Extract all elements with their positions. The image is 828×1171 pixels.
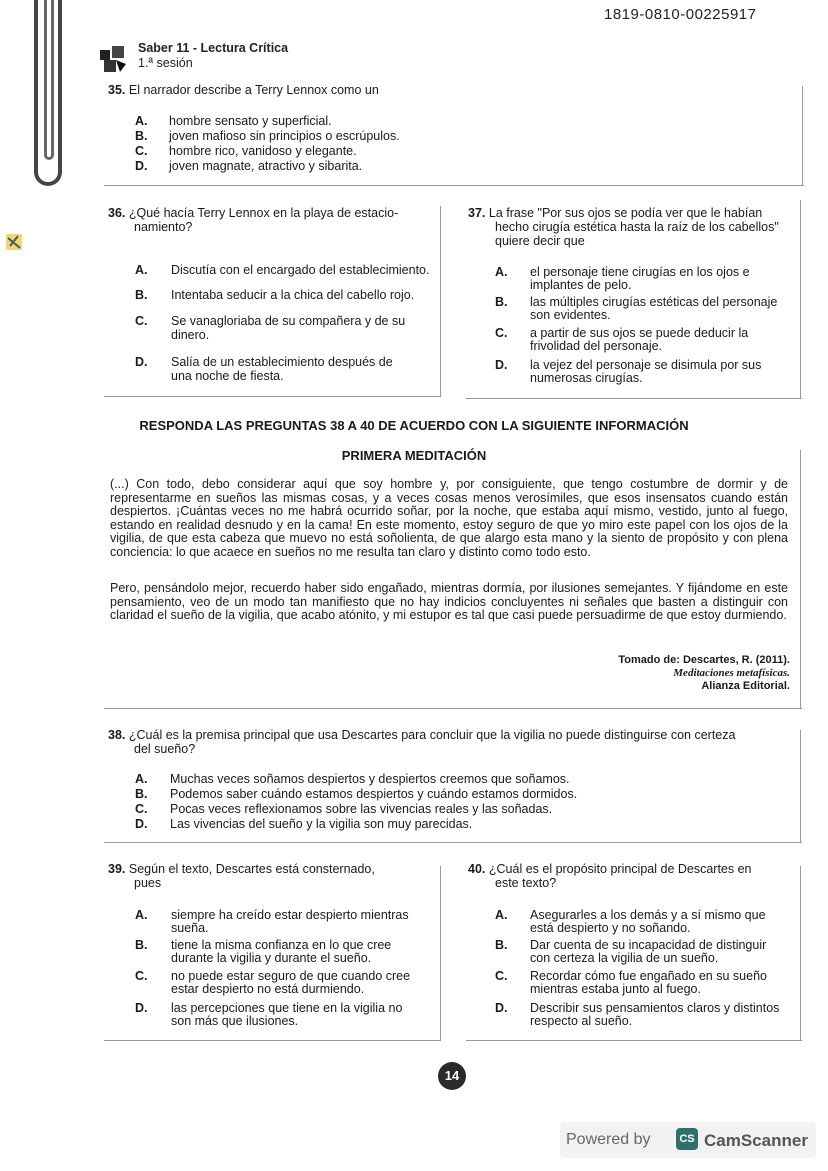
q37-option-a[interactable]: A. el personaje tiene cirugías en los ojos e implantes de pelo. (495, 265, 750, 292)
q39-bottom-rule (104, 1040, 440, 1041)
question-36: 36. ¿Qué hacía Terry Lennox en la playa de estacio- namiento? (108, 206, 399, 234)
question-40: 40. ¿Cuál es el propósito principal de Descartes en este texto? (468, 862, 752, 890)
q37-option-c[interactable]: C. a partir de sus ojos se puede deducir la frivolidad del personaje. (495, 326, 749, 353)
reading-paragraph-2: Pero, pensándolo mejor, recuerdo haber sido engañado, mientras dormía, por ilusiones semejantes. Y fijándome en este pensamiento, veo de un modo tan manifiesto que no hay indicios concluyentes ni señales que basten a distinguir con claridad el sueño de la vigilia, que acabo atónito, y mi estupor es tal que casi puede persuadirme de que estoy durmiendo. (110, 581, 788, 623)
question-37: 37. La frase "Por sus ojos se podía ver que le habían hecho cirugía estética hasta la raíz de los cabellos" quiere decir que (468, 206, 779, 248)
q36-option-d[interactable]: D. Salía de un establecimiento después de una noche de fiesta. (135, 355, 393, 383)
q36-option-c[interactable]: C. Se vanagloriaba de su compañera y de su dinero. (135, 314, 406, 342)
q35-option-a[interactable]: A. hombre sensato y superficial. (135, 114, 332, 128)
q38-option-a[interactable]: A. Muchas veces soñamos despiertos y despiertos creemos que soñamos. (135, 772, 570, 786)
q40-option-b[interactable]: B. Dar cuenta de su incapacidad de distinguir con certeza la vigilia de un sueño. (495, 938, 767, 965)
exam-session: 1.ª sesión (138, 56, 193, 70)
watermark-powered-by: Powered by (566, 1131, 651, 1148)
page-number: 14 (438, 1062, 466, 1090)
camscanner-logo-icon: CS (676, 1128, 698, 1150)
q40-right-rule (800, 866, 801, 1041)
question-39: 39. Según el texto, Descartes está consternado, pues (108, 862, 375, 890)
q39-option-a[interactable]: A. siempre ha creído estar despierto mientras sueña. (135, 908, 409, 935)
q39-option-c[interactable]: C. no puede estar seguro de que cuando cree estar despierto no está durmiendo. (135, 969, 411, 996)
q40-option-c[interactable]: C. Recordar cómo fue engañado en su sueño mientras estaba junto al fuego. (495, 969, 767, 996)
reading-paragraph-1: (...) Con todo, debo considerar aquí que soy hombre y, por consiguiente, que tengo costumbre de dormir y de representarme en sueños las mismas cosas, y a veces cosas menos verosímiles, que esos insensatos cuando están despiertos. ¡Cuántas veces no me habrá ocurrido soñar, por la noche, que estaba aquí mismo, vestido, junto al fuego, estando en realidad desnudo y en la cama! En este momento, estoy seguro de que yo miro este papel con los ojos de la vigilia, de que esta cabeza que muevo no está soñolienta, de que alargo esta mano y la siento de propósito y con plena conciencia: lo que acaece en sueños no me resulta tan claro y distinto como todo esto. (110, 477, 788, 559)
q36-option-b[interactable]: B. Intentaba seducir a la chica del cabello rojo. (135, 288, 415, 302)
q35-option-b[interactable]: B. joven mafioso sin principios o escrúpulos. (135, 129, 400, 143)
q35-right-rule (802, 86, 803, 186)
document-id: 1819-0810-00225917 (604, 6, 757, 23)
q38-option-c[interactable]: C. Pocas veces reflexionamos sobre las vivencias reales y las soñadas. (135, 802, 553, 816)
q40-option-a[interactable]: A. Asegurarles a los demás y a sí mismo que está despierto y no soñando. (495, 908, 766, 935)
question-35: 35. El narrador describe a Terry Lennox como un (108, 83, 379, 97)
q39-option-d[interactable]: D. las percepciones que tiene en la vigilia no son más que ilusiones. (135, 1001, 403, 1028)
q38-option-b[interactable]: B. Podemos saber cuándo estamos despiertos y cuándo estamos dormidos. (135, 787, 578, 801)
icfes-logo-icon (98, 44, 128, 74)
margin-stamp-icon (4, 230, 26, 254)
q37-right-rule (800, 200, 801, 398)
q35-bottom-rule (104, 185, 804, 186)
q37-bottom-rule (466, 398, 802, 399)
text-title: PRIMERA MEDITACIÓN (341, 448, 487, 463)
question-38: 38. ¿Cuál es la premisa principal que usa Descartes para concluir que la vigilia no puede distinguirse con certeza del sueño? (108, 728, 736, 756)
source-citation: Tomado de: Descartes, R. (2011). Meditaciones metafísicas. Alianza Editorial. (618, 654, 790, 692)
text-right-rule (800, 450, 801, 708)
q35-option-d[interactable]: D. joven magnate, atractivo y sibarita. (135, 159, 363, 173)
watermark-brand: CamScanner (704, 1131, 808, 1150)
paper-clip-inner (44, 0, 54, 160)
text-bottom-rule (104, 708, 802, 709)
q39-option-b[interactable]: B. tiene la misma confianza en lo que cree durante la vigilia y durante el sueño. (135, 938, 392, 965)
q37-option-b[interactable]: B. las múltiples cirugías estéticas del personaje son evidentes. (495, 295, 778, 322)
q37-option-d[interactable]: D. la vejez del personaje se disimula por sus numerosas cirugías. (495, 358, 762, 385)
q40-bottom-rule (466, 1040, 802, 1041)
q38-option-d[interactable]: D. Las vivencias del sueño y la vigilia son muy parecidas. (135, 817, 473, 831)
section-heading: RESPONDA LAS PREGUNTAS 38 A 40 DE ACUERDO CON LA SIGUIENTE INFORMACIÓN (139, 418, 689, 433)
q39-right-rule (440, 866, 441, 1041)
q36-right-rule (440, 206, 441, 397)
q35-option-c[interactable]: C. hombre rico, vanidoso y elegante. (135, 144, 357, 158)
q36-option-a[interactable]: A. Discutía con el encargado del establecimiento. (135, 263, 430, 277)
q40-option-d[interactable]: D. Describir sus pensamientos claros y distintos respecto al sueño. (495, 1001, 780, 1028)
q36-bottom-rule (104, 396, 440, 397)
q38-right-rule (800, 730, 801, 842)
q38-bottom-rule (104, 842, 802, 843)
exam-title: Saber 11 - Lectura Crítica (138, 41, 289, 55)
